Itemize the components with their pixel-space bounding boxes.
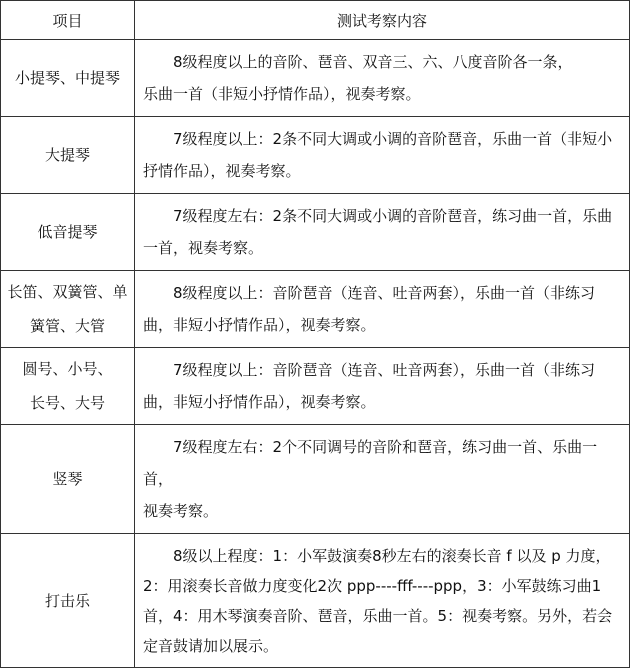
requirement-cell	[135, 534, 630, 668]
table-row	[1, 425, 630, 534]
table-row	[1, 271, 630, 348]
instrument-label: 簧管、大管	[29, 317, 105, 335]
requirement-text: 7级程度以上：音阶琶音（连音、吐音两套），乐曲一首（非练习	[173, 361, 596, 379]
requirement-text: 乐曲一首（非短小抒情作品），视奏考察。	[143, 85, 421, 103]
table-row	[1, 194, 630, 271]
requirement-text: 8级程度以上：音阶琶音（连音、吐音两套），乐曲一首（非练习	[173, 284, 596, 302]
instrument-label: 小提琴、中提琴	[14, 69, 120, 87]
requirement-text: 7级程度以上：2条不同大调或小调的音阶琶音，乐曲一首（非短小	[173, 130, 613, 148]
table-row	[1, 534, 630, 668]
table-header-row	[1, 1, 630, 40]
requirement-text: 一首，视奏考察。	[143, 239, 264, 257]
table-row	[1, 348, 630, 425]
instrument-label: 低音提琴	[37, 223, 98, 241]
requirement-cell	[135, 425, 630, 534]
requirement-text: 首，4：用木琴演奏音阶、琶音，乐曲一首。5：视奏考察。另外，若会	[143, 606, 613, 625]
requirement-text: 8级程度以上的音阶、琶音、双音三、六、八度音阶各一条，	[173, 53, 573, 71]
requirement-cell	[135, 348, 630, 425]
requirement-text: 7级程度左右：2条不同大调或小调的音阶琶音，练习曲一首，乐曲	[173, 207, 613, 225]
instrument-label: 圆号、小号、	[22, 360, 113, 378]
instrument-label: 长号、大号	[29, 394, 105, 412]
requirement-text: 曲，非短小抒情作品），视奏考察。	[143, 316, 376, 334]
requirement-text: 7级程度左右：2个不同调号的音阶和琶音，练习曲一首、乐曲一首，	[143, 438, 598, 488]
header-content: 测试考察内容	[135, 1, 630, 40]
instrument-label: 打击乐	[44, 591, 90, 610]
requirement-text: 8级以上程度：1：小军鼓演奏8秒左右的滚奏长音 f 以及 p 力度，	[173, 546, 611, 565]
requirement-text: 定音鼓请加以展示。	[143, 636, 279, 655]
instrument-cell	[1, 271, 135, 348]
table-row	[1, 40, 630, 117]
instrument-label: 大提琴	[44, 146, 90, 164]
instrument-cell	[1, 194, 135, 271]
requirement-cell	[135, 194, 630, 271]
requirement-text: 视奏考察。	[143, 502, 219, 520]
requirement-text: 抒情作品），视奏考察。	[143, 162, 301, 180]
requirement-cell	[135, 117, 630, 194]
instrument-cell	[1, 348, 135, 425]
requirement-cell	[135, 271, 630, 348]
instrument-cell	[1, 425, 135, 534]
header-item: 项目	[1, 1, 135, 40]
table-row	[1, 117, 630, 194]
instrument-cell	[1, 117, 135, 194]
instrument-cell	[1, 534, 135, 668]
requirement-cell	[135, 40, 630, 117]
instrument-label: 竖琴	[52, 470, 83, 488]
instrument-cell	[1, 40, 135, 117]
requirement-text: 曲，非短小抒情作品），视奏考察。	[143, 393, 376, 411]
instrument-label: 长笛、双簧管、单	[7, 283, 128, 301]
requirement-text: 2：用滚奏长音做力度变化2次 ppp----fff----ppp，3：小军鼓练习曲1	[143, 576, 602, 595]
